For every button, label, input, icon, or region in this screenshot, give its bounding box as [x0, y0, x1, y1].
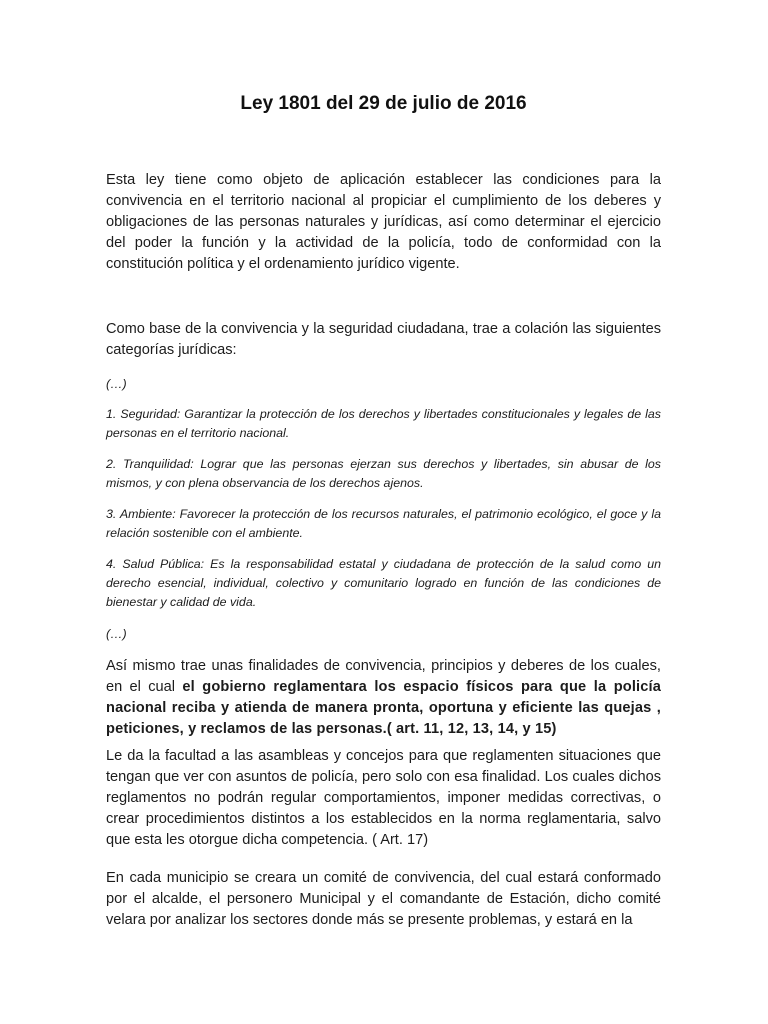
- category-item-tranquilidad: 2. Tranquilidad: Lograr que las personas ejerzan sus derechos y libertades, sin abusar de los mismos, y con plena observancia de los derechos ajenos.: [106, 457, 661, 490]
- document-title: Ley 1801 del 29 de julio de 2016: [240, 93, 527, 114]
- finalidades-plain-text: Así mismo trae unas finalidades de convivencia, principios y deberes de los cuales, en el cual: [106, 658, 661, 695]
- categories-intro-paragraph: Como base de la convivencia y la seguridad ciudadana, trae a colación las siguientes categorías jurídicas:: [106, 321, 661, 358]
- finalidades-bold-text: el gobierno reglamentara los espacio físicos para que la policía nacional reciba y atienda de manera pronta, oportuna y eficiente las quejas , peticiones, y reclamos de las personas.( art. 11, 12, 13, 14, y 15): [106, 679, 661, 737]
- intro-paragraph: Esta ley tiene como objeto de aplicación establecer las condiciones para la convivencia en el territorio nacional al propiciar el cumplimiento de los deberes y obligaciones de las personas naturales y jurídicas, así como determinar el ejercicio del poder la función y la actividad de la policía, todo de conformidad con la constitución política y el ordenamiento jurídico vigente.: [106, 172, 661, 272]
- ellipsis-marker: (…): [106, 377, 127, 391]
- category-item-seguridad: 1. Seguridad: Garantizar la protección de los derechos y libertades constitucionales y legales de las personas en el territorio nacional.: [106, 407, 661, 440]
- ellipsis-marker: (…): [106, 627, 127, 641]
- comite-paragraph: En cada municipio se creara un comité de convivencia, del cual estará conformado por el alcalde, el personero Municipal y el comandante de Estación, dicho comité velara por analizar los sectores donde más se presente problemas, y estará en la: [106, 870, 661, 928]
- category-item-salud-publica: 4. Salud Pública: Es la responsabilidad estatal y ciudadana de protección de la salud como un derecho esencial, individual, colectivo y comunitario logrado en función de las condiciones de bienestar y calidad de vida.: [106, 557, 661, 609]
- finalidades-paragraph: [106, 656, 661, 740]
- category-item-ambiente: 3. Ambiente: Favorecer la protección de los recursos naturales, el patrimonio ecológico, el goce y la relación sostenible con el ambiente.: [106, 507, 661, 540]
- asambleas-paragraph: Le da la facultad a las asambleas y concejos para que reglamenten situaciones que tengan que ver con asuntos de policía, pero solo con esa finalidad. Los cuales dichos reglamentos no podrán regular comportamientos, imponer medidas correctivas, o crear procedimientos distintos a los establecidos en la norma reglamentaria, salvo que esta les otorgue dicha competencia. ( Art. 17): [106, 748, 661, 848]
